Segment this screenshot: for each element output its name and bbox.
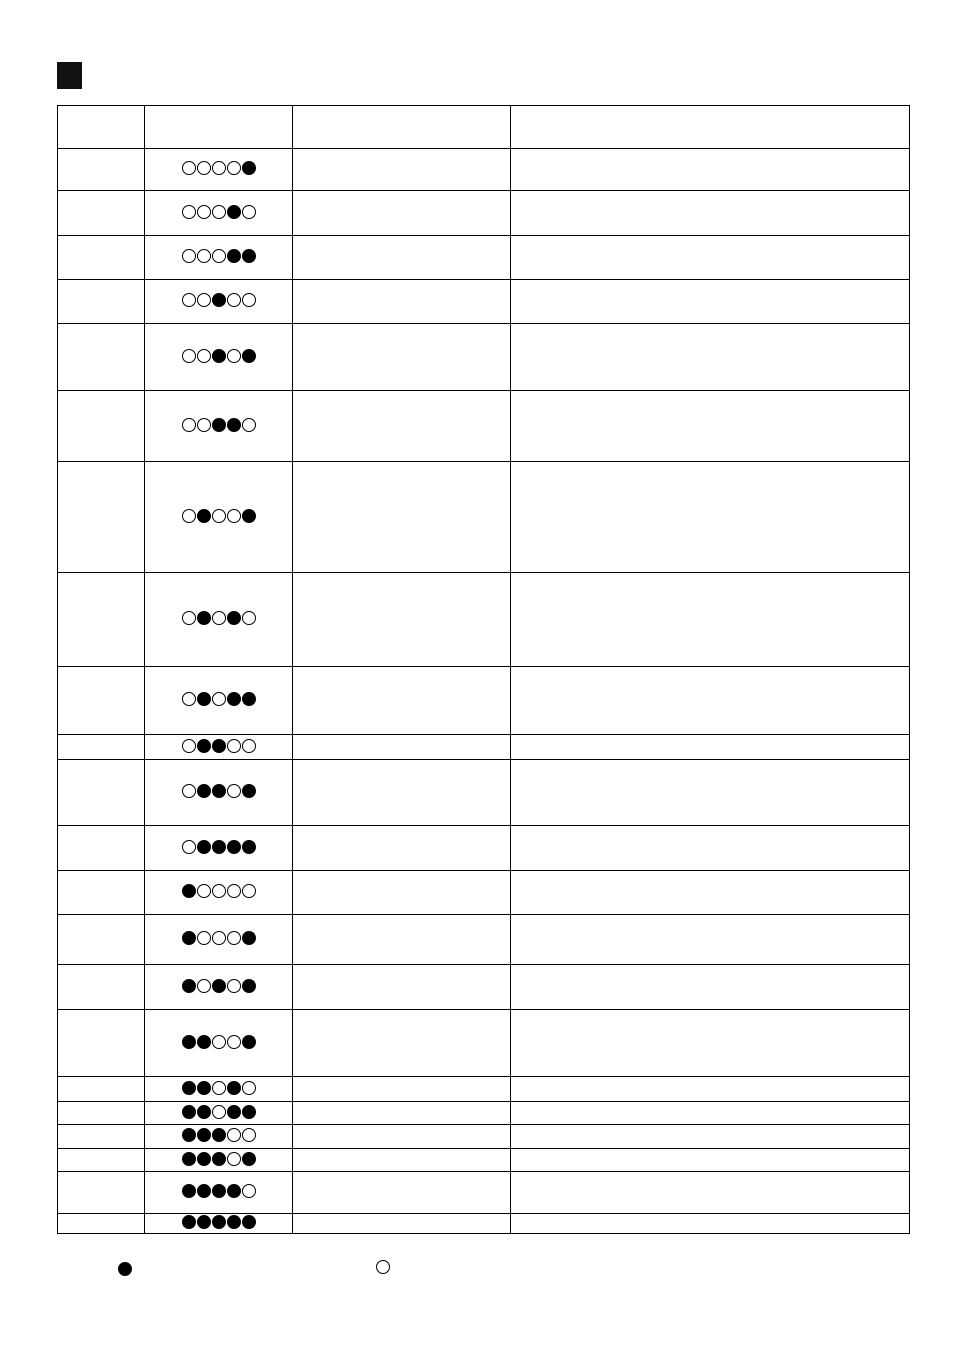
code-cell (58, 826, 145, 871)
unlit-dot-icon (242, 418, 256, 432)
unlit-dot-icon (376, 1260, 390, 1274)
lit-dot-icon (212, 739, 226, 753)
code-cell (58, 280, 145, 324)
lit-dot-icon (197, 840, 211, 854)
code-cell (58, 1102, 145, 1125)
pattern-cell (145, 735, 293, 760)
lit-dot-icon (182, 979, 196, 993)
table-row (58, 760, 910, 826)
lit-dot-icon (212, 418, 226, 432)
unlit-dot-icon (242, 1128, 256, 1142)
table-row (58, 391, 910, 462)
lit-dot-icon (182, 1152, 196, 1166)
pattern-cell (145, 236, 293, 280)
lit-dot-icon (197, 1035, 211, 1049)
table-row (58, 236, 910, 280)
pattern-cell (145, 391, 293, 462)
lit-dot-icon (197, 1184, 211, 1198)
unlit-dot-icon (182, 509, 196, 523)
lit-dot-icon (212, 1128, 226, 1142)
table-row (58, 871, 910, 915)
led-pattern (182, 509, 256, 523)
pattern-cell (145, 667, 293, 735)
description-cell (293, 391, 511, 462)
lit-dot-icon (242, 692, 256, 706)
lit-dot-icon (197, 1105, 211, 1119)
code-cell (58, 871, 145, 915)
header-cell (511, 106, 910, 149)
lit-dot-icon (212, 840, 226, 854)
remedy-cell (511, 826, 910, 871)
unlit-dot-icon (212, 509, 226, 523)
led-pattern (182, 1152, 256, 1166)
lit-dot-icon (212, 1152, 226, 1166)
unlit-dot-icon (182, 739, 196, 753)
led-pattern (182, 161, 256, 175)
remedy-cell (511, 1172, 910, 1214)
description-cell (293, 826, 511, 871)
unlit-dot-icon (182, 349, 196, 363)
unlit-dot-icon (212, 931, 226, 945)
led-pattern (182, 1105, 256, 1119)
description-cell (293, 462, 511, 573)
lit-dot-icon (197, 509, 211, 523)
code-cell (58, 965, 145, 1010)
remedy-cell (511, 280, 910, 324)
description-cell (293, 324, 511, 391)
unlit-dot-icon (197, 249, 211, 263)
unlit-dot-icon (182, 840, 196, 854)
description-cell (293, 149, 511, 191)
description-cell (293, 280, 511, 324)
header-cell (145, 106, 293, 149)
lit-dot-icon (197, 1215, 211, 1229)
led-pattern (182, 205, 256, 219)
table-row (58, 1172, 910, 1214)
unlit-dot-icon (197, 349, 211, 363)
lit-dot-icon (197, 739, 211, 753)
lit-dot-icon (227, 611, 241, 625)
code-cell (58, 735, 145, 760)
code-cell (58, 1214, 145, 1234)
lit-dot-icon (182, 884, 196, 898)
table-row (58, 149, 910, 191)
unlit-dot-icon (197, 979, 211, 993)
indicator-code-table (57, 105, 910, 1234)
lit-dot-icon (242, 161, 256, 175)
remedy-cell (511, 735, 910, 760)
pattern-cell (145, 1010, 293, 1077)
lit-dot-icon (242, 784, 256, 798)
led-pattern (182, 784, 256, 798)
lit-dot-icon (197, 692, 211, 706)
description-cell (293, 1102, 511, 1125)
header-cell (293, 106, 511, 149)
lit-dot-icon (227, 1081, 241, 1095)
lit-dot-icon (197, 1081, 211, 1095)
description-cell (293, 760, 511, 826)
table-row (58, 1077, 910, 1102)
unlit-dot-icon (242, 293, 256, 307)
lit-dot-icon (227, 205, 241, 219)
unlit-dot-icon (227, 1128, 241, 1142)
pattern-cell (145, 149, 293, 191)
pattern-cell (145, 1125, 293, 1149)
code-cell (58, 191, 145, 236)
header-cell (58, 106, 145, 149)
pattern-cell (145, 1172, 293, 1214)
unlit-dot-icon (227, 739, 241, 753)
code-cell (58, 324, 145, 391)
lit-dot-icon (212, 784, 226, 798)
unlit-dot-icon (182, 205, 196, 219)
pattern-cell (145, 965, 293, 1010)
unlit-dot-icon (227, 161, 241, 175)
pattern-cell (145, 191, 293, 236)
code-cell (58, 760, 145, 826)
table-row (58, 1125, 910, 1149)
unlit-dot-icon (242, 1184, 256, 1198)
remedy-cell (511, 667, 910, 735)
lit-dot-icon (182, 1035, 196, 1049)
code-cell (58, 391, 145, 462)
lit-dot-icon (242, 1105, 256, 1119)
lit-dot-icon (242, 979, 256, 993)
led-pattern (182, 979, 256, 993)
pattern-cell (145, 1102, 293, 1125)
remedy-cell (511, 573, 910, 667)
lit-dot-icon (227, 840, 241, 854)
description-cell (293, 1149, 511, 1172)
remedy-cell (511, 191, 910, 236)
section-marker (57, 62, 82, 89)
unlit-dot-icon (242, 205, 256, 219)
lit-dot-icon (182, 1128, 196, 1142)
led-pattern (182, 1081, 256, 1095)
unlit-dot-icon (227, 1035, 241, 1049)
unlit-dot-icon (212, 692, 226, 706)
remedy-cell (511, 1010, 910, 1077)
unlit-dot-icon (197, 418, 211, 432)
table-row (58, 573, 910, 667)
table-row (58, 1102, 910, 1125)
lit-dot-icon (197, 784, 211, 798)
unlit-dot-icon (182, 692, 196, 706)
remedy-cell (511, 324, 910, 391)
code-cell (58, 1172, 145, 1214)
pattern-cell (145, 871, 293, 915)
pattern-cell (145, 324, 293, 391)
lit-dot-icon (182, 1081, 196, 1095)
unlit-dot-icon (227, 979, 241, 993)
table-row (58, 191, 910, 236)
led-pattern (182, 1035, 256, 1049)
table-row (58, 826, 910, 871)
pattern-cell (145, 573, 293, 667)
unlit-dot-icon (197, 884, 211, 898)
description-cell (293, 191, 511, 236)
unlit-dot-icon (227, 884, 241, 898)
lit-dot-icon (227, 1215, 241, 1229)
description-cell (293, 735, 511, 760)
remedy-cell (511, 965, 910, 1010)
remedy-cell (511, 871, 910, 915)
legend (0, 1262, 954, 1282)
remedy-cell (511, 462, 910, 573)
led-pattern (182, 418, 256, 432)
lit-dot-icon (242, 1215, 256, 1229)
remedy-cell (511, 760, 910, 826)
remedy-cell (511, 1214, 910, 1234)
unlit-dot-icon (212, 161, 226, 175)
led-pattern (182, 249, 256, 263)
table-row (58, 1214, 910, 1234)
unlit-dot-icon (242, 739, 256, 753)
description-cell (293, 871, 511, 915)
remedy-cell (511, 1149, 910, 1172)
legend-unlit (376, 1260, 390, 1274)
description-cell (293, 965, 511, 1010)
remedy-cell (511, 1102, 910, 1125)
led-pattern (182, 884, 256, 898)
code-cell (58, 236, 145, 280)
unlit-dot-icon (212, 249, 226, 263)
code-cell (58, 573, 145, 667)
unlit-dot-icon (242, 1081, 256, 1095)
pattern-cell (145, 462, 293, 573)
unlit-dot-icon (227, 1152, 241, 1166)
lit-dot-icon (227, 1184, 241, 1198)
pattern-cell (145, 826, 293, 871)
table-row (58, 965, 910, 1010)
unlit-dot-icon (182, 249, 196, 263)
lit-dot-icon (197, 1152, 211, 1166)
lit-dot-icon (212, 1215, 226, 1229)
unlit-dot-icon (212, 205, 226, 219)
pattern-cell (145, 1149, 293, 1172)
unlit-dot-icon (197, 205, 211, 219)
code-cell (58, 462, 145, 573)
remedy-cell (511, 149, 910, 191)
unlit-dot-icon (212, 884, 226, 898)
table-row (58, 462, 910, 573)
led-pattern (182, 739, 256, 753)
unlit-dot-icon (227, 931, 241, 945)
unlit-dot-icon (212, 1081, 226, 1095)
unlit-dot-icon (242, 884, 256, 898)
unlit-dot-icon (197, 931, 211, 945)
pattern-cell (145, 915, 293, 965)
unlit-dot-icon (212, 1105, 226, 1119)
lit-dot-icon (242, 249, 256, 263)
lit-dot-icon (242, 931, 256, 945)
table-row (58, 915, 910, 965)
lit-dot-icon (227, 418, 241, 432)
table-row (58, 735, 910, 760)
unlit-dot-icon (197, 293, 211, 307)
lit-dot-icon (182, 1105, 196, 1119)
unlit-dot-icon (227, 509, 241, 523)
lit-dot-icon (212, 979, 226, 993)
code-cell (58, 1077, 145, 1102)
lit-dot-icon (212, 293, 226, 307)
led-pattern (182, 611, 256, 625)
table-body (58, 149, 910, 1234)
table-row (58, 1149, 910, 1172)
code-cell (58, 915, 145, 965)
lit-dot-icon (242, 1035, 256, 1049)
unlit-dot-icon (242, 611, 256, 625)
lit-dot-icon (197, 611, 211, 625)
led-pattern (182, 1128, 256, 1142)
led-pattern (182, 692, 256, 706)
led-pattern (182, 349, 256, 363)
code-cell (58, 667, 145, 735)
lit-dot-icon (227, 1105, 241, 1119)
description-cell (293, 667, 511, 735)
unlit-dot-icon (212, 1035, 226, 1049)
table-row (58, 667, 910, 735)
lit-dot-icon (118, 1262, 132, 1276)
pattern-cell (145, 760, 293, 826)
code-cell (58, 1149, 145, 1172)
lit-dot-icon (182, 1184, 196, 1198)
unlit-dot-icon (227, 349, 241, 363)
unlit-dot-icon (182, 161, 196, 175)
lit-dot-icon (242, 840, 256, 854)
unlit-dot-icon (227, 293, 241, 307)
description-cell (293, 236, 511, 280)
unlit-dot-icon (182, 293, 196, 307)
led-pattern (182, 1215, 256, 1229)
description-cell (293, 1172, 511, 1214)
lit-dot-icon (227, 692, 241, 706)
led-pattern (182, 931, 256, 945)
lit-dot-icon (242, 509, 256, 523)
remedy-cell (511, 915, 910, 965)
remedy-cell (511, 1125, 910, 1149)
description-cell (293, 915, 511, 965)
led-pattern (182, 1184, 256, 1198)
table-row (58, 280, 910, 324)
unlit-dot-icon (182, 611, 196, 625)
unlit-dot-icon (227, 784, 241, 798)
led-pattern (182, 293, 256, 307)
description-cell (293, 573, 511, 667)
pattern-cell (145, 280, 293, 324)
remedy-cell (511, 391, 910, 462)
code-cell (58, 149, 145, 191)
lit-dot-icon (227, 249, 241, 263)
unlit-dot-icon (182, 418, 196, 432)
remedy-cell (511, 1077, 910, 1102)
unlit-dot-icon (182, 784, 196, 798)
remedy-cell (511, 236, 910, 280)
description-cell (293, 1077, 511, 1102)
code-cell (58, 1125, 145, 1149)
description-cell (293, 1010, 511, 1077)
unlit-dot-icon (197, 161, 211, 175)
lit-dot-icon (197, 1128, 211, 1142)
table-header-row (58, 106, 910, 149)
lit-dot-icon (212, 1184, 226, 1198)
lit-dot-icon (212, 349, 226, 363)
led-pattern (182, 840, 256, 854)
description-cell (293, 1125, 511, 1149)
table-row (58, 1010, 910, 1077)
table-row (58, 324, 910, 391)
lit-dot-icon (182, 931, 196, 945)
code-cell (58, 1010, 145, 1077)
lit-dot-icon (242, 349, 256, 363)
lit-dot-icon (182, 1215, 196, 1229)
description-cell (293, 1214, 511, 1234)
lit-dot-icon (242, 1152, 256, 1166)
pattern-cell (145, 1077, 293, 1102)
pattern-cell (145, 1214, 293, 1234)
unlit-dot-icon (212, 611, 226, 625)
legend-lit (118, 1262, 132, 1276)
